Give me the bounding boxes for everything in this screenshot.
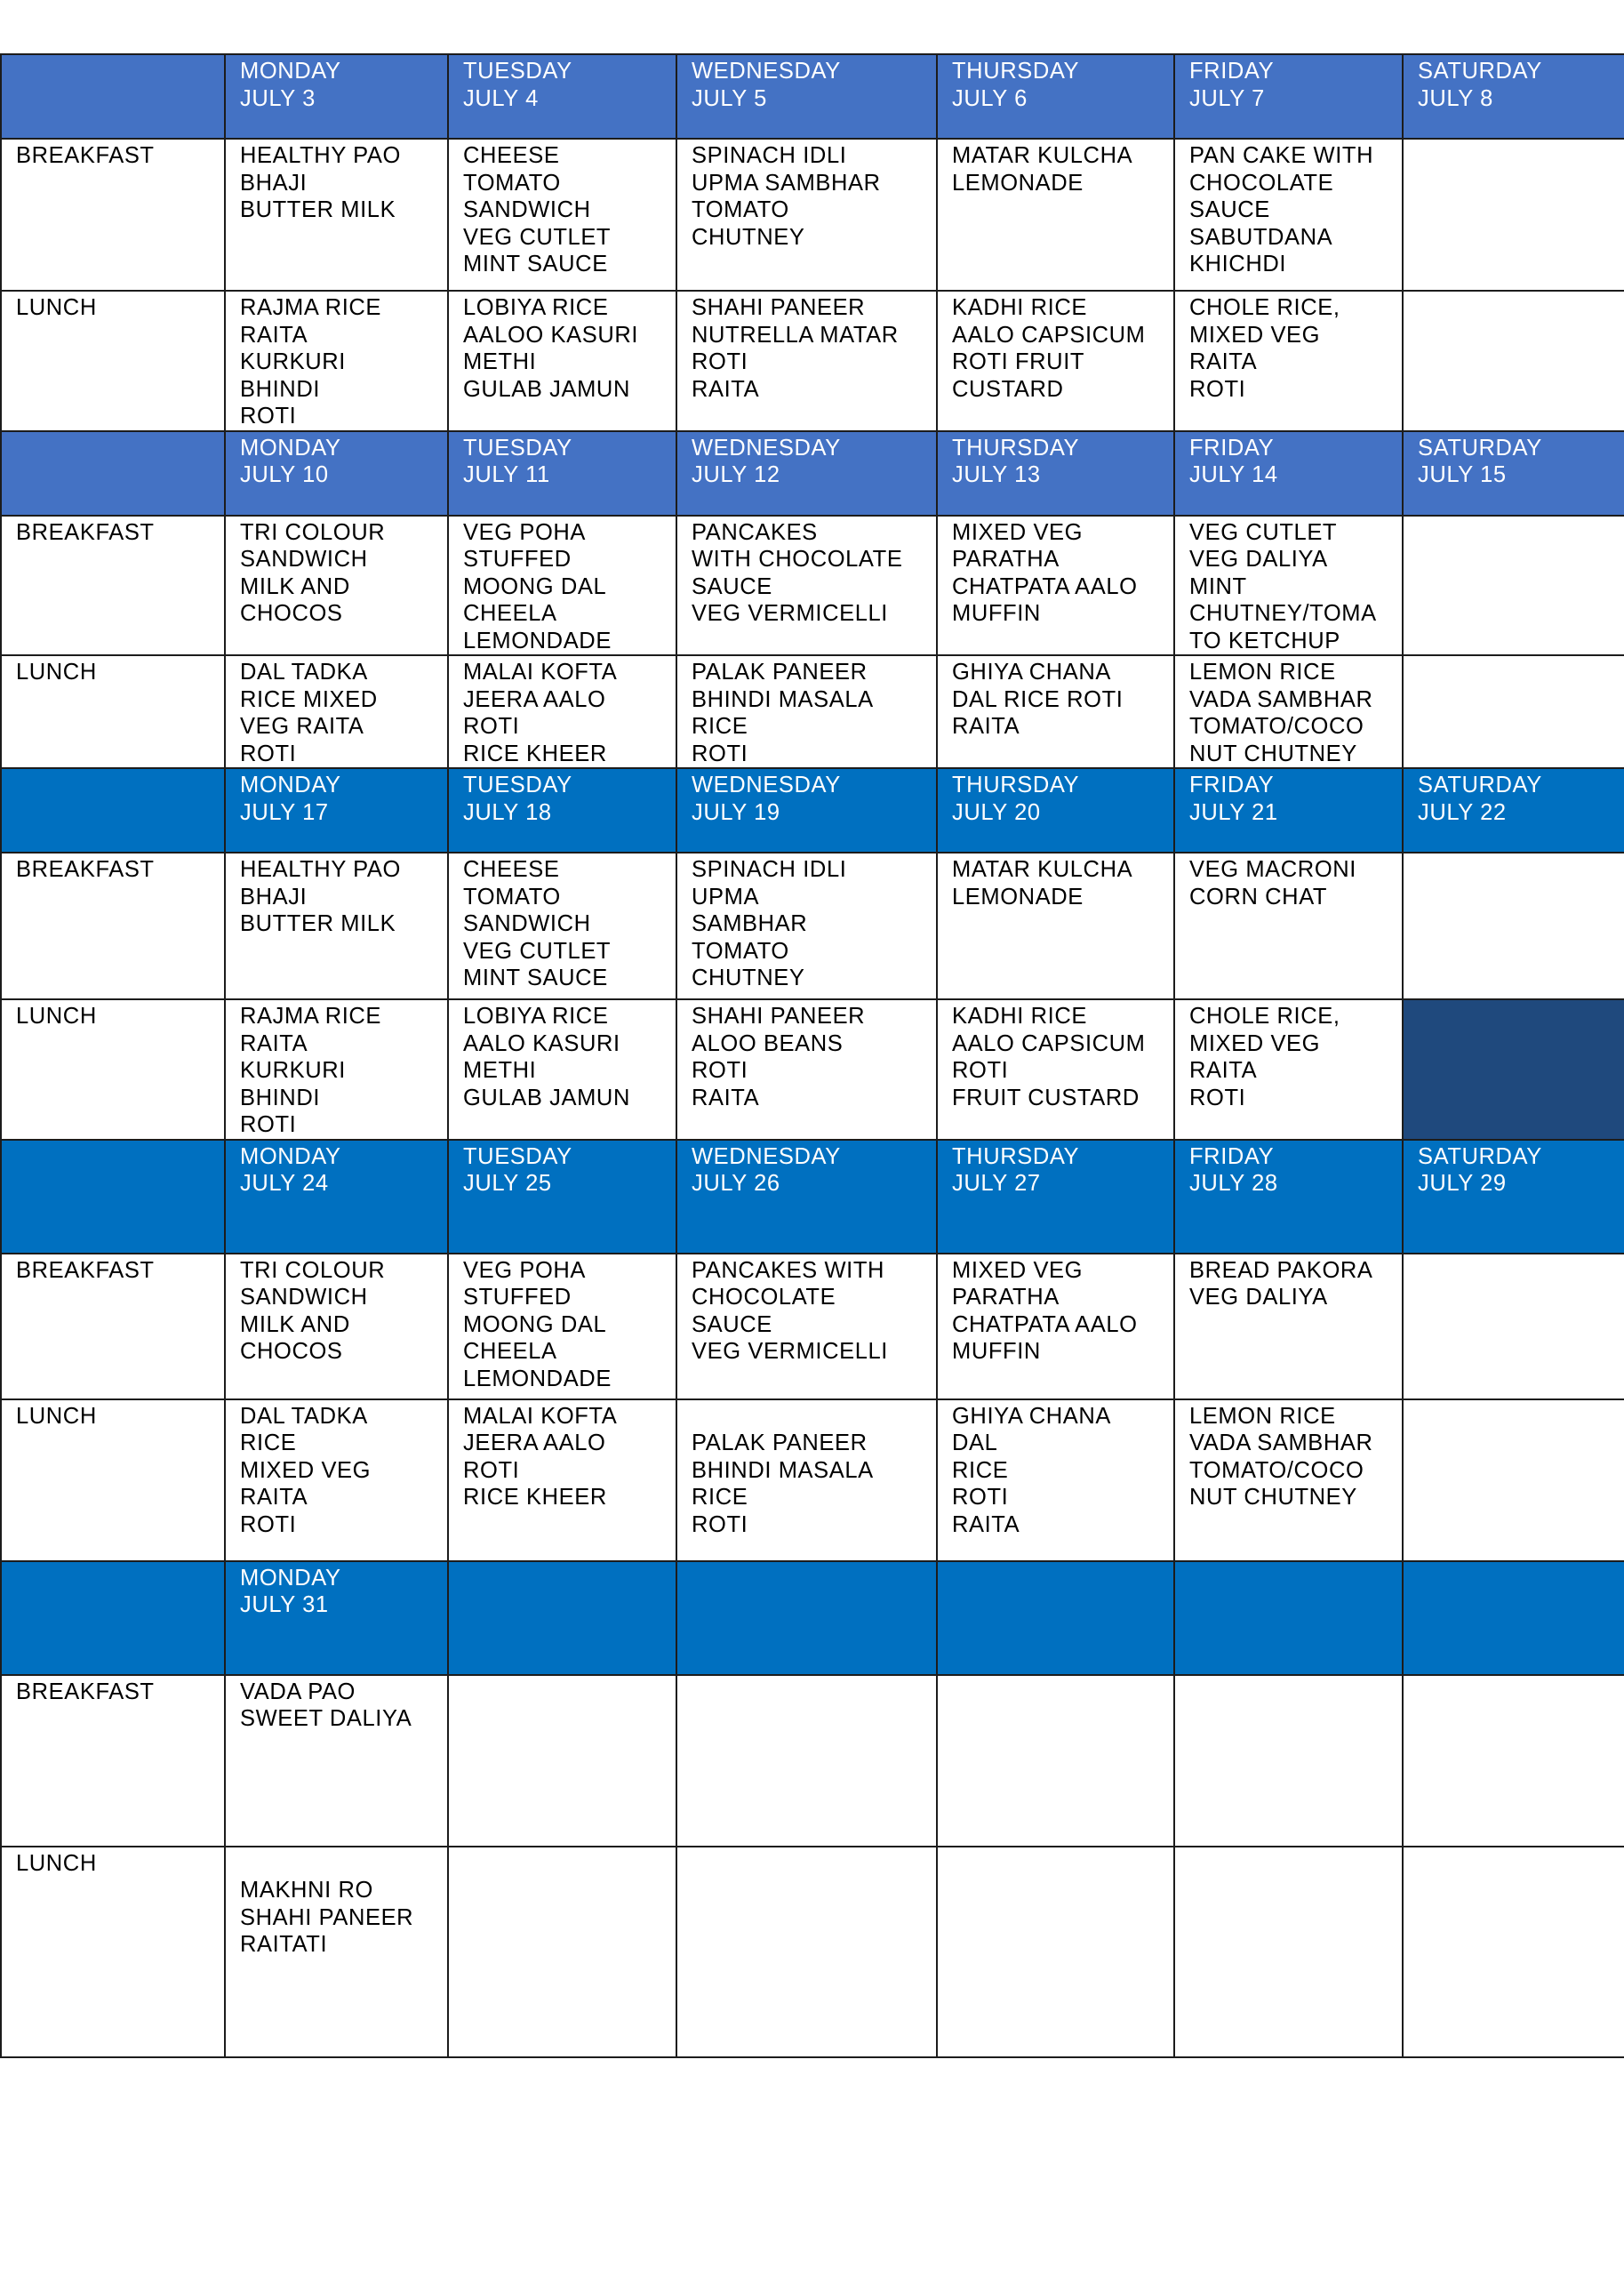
header-corner-cell <box>1 768 225 853</box>
day-name: THURSDAY <box>952 773 1080 797</box>
lunch-row <box>1 291 1624 431</box>
menu-cell <box>448 1675 676 1847</box>
day-date: JULY 14 <box>1189 462 1278 487</box>
header-corner-cell <box>1 1140 225 1254</box>
meal-label-cell: LUNCH <box>1 1847 225 2057</box>
day-header-cell <box>448 431 676 516</box>
header-corner-cell <box>1 431 225 516</box>
day-header-cell <box>1403 431 1624 516</box>
menu-cell <box>937 1847 1174 2057</box>
day-name: FRIDAY <box>1189 59 1275 84</box>
day-name: WEDNESDAY <box>692 59 841 84</box>
menu-cell <box>1403 655 1624 768</box>
menu-cell <box>1403 139 1624 291</box>
menu-cell: KADHI RICE AALO CAPSICUM ROTI FRUIT CUSTARD <box>937 999 1174 1140</box>
menu-cell: RAJMA RICE RAITA KURKURI BHINDI ROTI <box>225 291 448 431</box>
day-name: SATURDAY <box>1418 435 1542 461</box>
menu-cell: LEMON RICE VADA SAMBHAR TOMATO/COCO NUT CHUTNEY <box>1174 655 1403 768</box>
menu-cell: CHOLE RICE, MIXED VEG RAITA ROTI <box>1174 999 1403 1140</box>
menu-cell: LOBIYA RICE AALOO KASURI METHI GULAB JAMUN <box>448 291 676 431</box>
meal-label-cell: BREAKFAST <box>1 516 225 656</box>
menu-cell: VEG CUTLET VEG DALIYA MINT CHUTNEY/TOMA TO KETCHUP <box>1174 516 1403 656</box>
day-name: MONDAY <box>240 435 341 461</box>
menu-cell: CHEESE TOMATO SANDWICH VEG CUTLET MINT SAUCE <box>448 139 676 291</box>
day-date: JULY 5 <box>692 85 767 111</box>
lunch-row <box>1 1399 1624 1561</box>
menu-cell <box>1403 1675 1624 1847</box>
menu-cell: MAKHNI RO SHAHI PANEER RAITATI <box>225 1847 448 2057</box>
day-header-cell <box>1174 1140 1403 1254</box>
day-name: TUESDAY <box>463 1143 572 1169</box>
day-header-cell <box>225 1140 448 1254</box>
menu-cell: LEMON RICE VADA SAMBHAR TOMATO/COCO NUT CHUTNEY <box>1174 1399 1403 1561</box>
meal-label-cell: BREAKFAST <box>1 1254 225 1399</box>
menu-cell <box>1403 1399 1624 1561</box>
day-date: JULY 10 <box>240 462 329 487</box>
menu-table <box>0 53 1624 2058</box>
day-date: JULY 20 <box>952 799 1041 825</box>
day-date: JULY 17 <box>240 799 329 825</box>
menu-cell: VEG MACRONI CORN CHAT <box>1174 853 1403 999</box>
menu-cell: MATAR KULCHA LEMONADE <box>937 853 1174 999</box>
day-header-cell <box>448 54 676 139</box>
menu-cell <box>937 1675 1174 1847</box>
menu-cell: HEALTHY PAO BHAJI BUTTER MILK <box>225 853 448 999</box>
day-date: JULY 27 <box>952 1171 1041 1196</box>
day-date: JULY 22 <box>1418 799 1507 825</box>
menu-cell: CHEESE TOMATO SANDWICH VEG CUTLET MINT SAUCE <box>448 853 676 999</box>
menu-cell <box>1403 291 1624 431</box>
day-name: THURSDAY <box>952 435 1080 461</box>
header-corner-cell <box>1 1561 225 1675</box>
day-date: JULY 19 <box>692 799 780 825</box>
meal-label-cell: BREAKFAST <box>1 1675 225 1847</box>
header-corner-cell <box>1 54 225 139</box>
day-date: JULY 26 <box>692 1171 780 1196</box>
day-name: WEDNESDAY <box>692 435 841 461</box>
menu-cell <box>676 1675 937 1847</box>
day-header-cell <box>937 768 1174 853</box>
lunch-row <box>1 999 1624 1140</box>
meal-label-cell: BREAKFAST <box>1 853 225 999</box>
menu-cell: VADA PAO SWEET DALIYA <box>225 1675 448 1847</box>
menu-cell: MIXED VEG PARATHA CHATPATA AALO MUFFIN <box>937 1254 1174 1399</box>
menu-cell: LOBIYA RICE AALO KASURI METHI GULAB JAMUN <box>448 999 676 1140</box>
menu-cell: DAL TADKA RICE MIXED VEG RAITA ROTI <box>225 1399 448 1561</box>
menu-cell: MIXED VEG PARATHA CHATPATA AALO MUFFIN <box>937 516 1174 656</box>
day-date: JULY 7 <box>1189 85 1265 111</box>
menu-cell <box>1174 1847 1403 2057</box>
menu-cell: RAJMA RICE RAITA KURKURI BHINDI ROTI <box>225 999 448 1140</box>
day-header-cell <box>225 1561 448 1675</box>
menu-cell <box>1174 1675 1403 1847</box>
breakfast-row <box>1 853 1624 999</box>
day-header-cell <box>448 1561 676 1675</box>
meal-label-cell: LUNCH <box>1 1399 225 1561</box>
menu-cell: PANCAKES WITH CHOCOLATE SAUCE VEG VERMICELLI <box>676 516 937 656</box>
day-name: MONDAY <box>240 1565 341 1591</box>
day-header-cell <box>225 431 448 516</box>
meal-label-cell: LUNCH <box>1 655 225 768</box>
day-date: JULY 13 <box>952 462 1041 487</box>
menu-cell: HEALTHY PAO BHAJI BUTTER MILK <box>225 139 448 291</box>
day-header-cell <box>937 1561 1174 1675</box>
menu-cell <box>448 1847 676 2057</box>
menu-cell <box>1403 516 1624 656</box>
menu-cell: SPINACH IDLI UPMA SAMBHAR TOMATO CHUTNEY <box>676 853 937 999</box>
day-header-cell <box>937 1140 1174 1254</box>
day-name: SATURDAY <box>1418 773 1542 797</box>
breakfast-row <box>1 139 1624 291</box>
menu-cell: TRI COLOUR SANDWICH MILK AND CHOCOS <box>225 516 448 656</box>
day-header-cell <box>1403 1140 1624 1254</box>
day-header-cell <box>676 768 937 853</box>
menu-cell: GHIYA CHANA DAL RICE ROTI RAITA <box>937 655 1174 768</box>
day-name: MONDAY <box>240 59 341 84</box>
day-date: JULY 6 <box>952 85 1028 111</box>
day-date: JULY 29 <box>1418 1171 1507 1196</box>
day-name: MONDAY <box>240 773 341 797</box>
day-date: JULY 15 <box>1418 462 1507 487</box>
day-date: JULY 31 <box>240 1592 329 1617</box>
day-date: JULY 25 <box>463 1171 552 1196</box>
menu-cell: PAN CAKE WITH CHOCOLATE SAUCE SABUTDANA KHICHDI <box>1174 139 1403 291</box>
day-name: TUESDAY <box>463 773 572 797</box>
menu-cell: MALAI KOFTA JEERA AALO ROTI RICE KHEER <box>448 1399 676 1561</box>
menu-cell: GHIYA CHANA DAL RICE ROTI RAITA <box>937 1399 1174 1561</box>
menu-cell: CHOLE RICE, MIXED VEG RAITA ROTI <box>1174 291 1403 431</box>
day-date: JULY 21 <box>1189 799 1278 825</box>
week-5-header-row <box>1 1561 1624 1675</box>
day-name: MONDAY <box>240 1143 341 1169</box>
menu-cell: VEG POHA STUFFED MOONG DAL CHEELA LEMONDADE <box>448 516 676 656</box>
week-1-header-row <box>1 54 1624 139</box>
menu-cell: TRI COLOUR SANDWICH MILK AND CHOCOS <box>225 1254 448 1399</box>
menu-cell: BREAD PAKORA VEG DALIYA <box>1174 1254 1403 1399</box>
day-name: FRIDAY <box>1189 773 1275 797</box>
day-header-cell <box>937 431 1174 516</box>
day-header-cell <box>676 431 937 516</box>
day-header-cell <box>1403 768 1624 853</box>
day-name: SATURDAY <box>1418 59 1542 84</box>
menu-cell: PANCAKES WITH CHOCOLATE SAUCE VEG VERMICELLI <box>676 1254 937 1399</box>
day-date: JULY 12 <box>692 462 780 487</box>
day-header-cell <box>448 1140 676 1254</box>
menu-cell <box>1403 999 1624 1140</box>
day-header-cell <box>1403 1561 1624 1675</box>
day-header-cell <box>676 1140 937 1254</box>
day-date: JULY 28 <box>1189 1171 1278 1196</box>
day-header-cell <box>676 54 937 139</box>
day-header-cell <box>225 768 448 853</box>
day-header-cell <box>1174 431 1403 516</box>
menu-cell: SHAHI PANEER ALOO BEANS ROTI RAITA <box>676 999 937 1140</box>
menu-cell <box>1403 1254 1624 1399</box>
day-name: TUESDAY <box>463 59 572 84</box>
breakfast-row <box>1 1675 1624 1847</box>
menu-cell <box>676 1847 937 2057</box>
menu-cell: MALAI KOFTA JEERA AALO ROTI RICE KHEER <box>448 655 676 768</box>
day-header-cell <box>1174 768 1403 853</box>
meal-label-cell: LUNCH <box>1 291 225 431</box>
day-date: JULY 4 <box>463 85 539 111</box>
week-3-header-row <box>1 768 1624 853</box>
lunch-row <box>1 1847 1624 2057</box>
week-2-header-row <box>1 431 1624 516</box>
day-name: FRIDAY <box>1189 1143 1275 1169</box>
day-header-cell <box>1174 54 1403 139</box>
day-date: JULY 11 <box>463 462 550 487</box>
menu-cell <box>1403 1847 1624 2057</box>
menu-cell <box>1403 853 1624 999</box>
day-name: FRIDAY <box>1189 435 1275 461</box>
meal-label-cell: LUNCH <box>1 999 225 1140</box>
day-name: WEDNESDAY <box>692 773 841 797</box>
lunch-row <box>1 655 1624 768</box>
day-header-cell <box>937 54 1174 139</box>
day-header-cell <box>225 54 448 139</box>
menu-cell: MATAR KULCHA LEMONADE <box>937 139 1174 291</box>
day-name: SATURDAY <box>1418 1143 1542 1169</box>
breakfast-row <box>1 1254 1624 1399</box>
menu-cell: SHAHI PANEER NUTRELLA MATAR ROTI RAITA <box>676 291 937 431</box>
day-name: WEDNESDAY <box>692 1143 841 1169</box>
day-name: THURSDAY <box>952 1143 1080 1169</box>
breakfast-row <box>1 516 1624 656</box>
day-date: JULY 3 <box>240 85 316 111</box>
day-name: TUESDAY <box>463 435 572 461</box>
day-header-cell <box>448 768 676 853</box>
menu-cell: PALAK PANEER BHINDI MASALA RICE ROTI <box>676 655 937 768</box>
day-header-cell <box>676 1561 937 1675</box>
menu-cell: DAL TADKA RICE MIXED VEG RAITA ROTI <box>225 655 448 768</box>
day-name: THURSDAY <box>952 59 1080 84</box>
menu-cell: SPINACH IDLI UPMA SAMBHAR TOMATO CHUTNEY <box>676 139 937 291</box>
day-date: JULY 18 <box>463 799 552 825</box>
day-header-cell <box>1403 54 1624 139</box>
day-date: JULY 24 <box>240 1171 329 1196</box>
menu-cell: KADHI RICE AALO CAPSICUM ROTI FRUIT CUSTARD <box>937 291 1174 431</box>
meal-label-cell: BREAKFAST <box>1 139 225 291</box>
menu-cell: PALAK PANEER BHINDI MASALA RICE ROTI <box>676 1399 937 1561</box>
day-header-cell <box>1174 1561 1403 1675</box>
menu-cell: VEG POHA STUFFED MOONG DAL CHEELA LEMONDADE <box>448 1254 676 1399</box>
day-date: JULY 8 <box>1418 85 1493 111</box>
week-4-header-row <box>1 1140 1624 1254</box>
